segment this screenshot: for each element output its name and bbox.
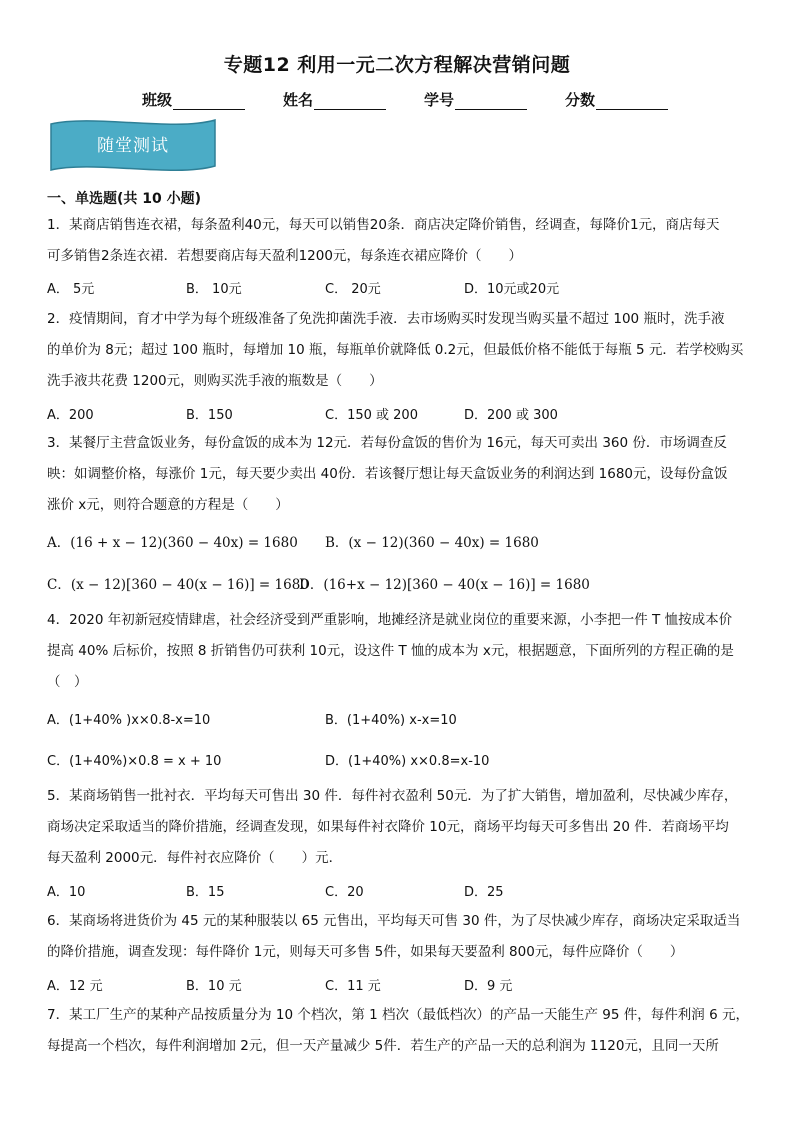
question-line: 映：如调整价格，每涨价 1元，每天要少卖出 40份．若该餐厅想让每天盒饭业务的利润达到 1680元，设每份盒饭: [47, 466, 728, 482]
question-4: [47, 605, 753, 698]
options-1: [47, 278, 753, 302]
question-line: 涨价 x元，则符合题意的方程是（ ）: [47, 497, 289, 513]
option-b[interactable]: B． 10元: [186, 282, 242, 297]
question-line: 2．疫情期间，育才中学为每个班级准备了免洗抑菌洗手液．去市场购买时发现当购买量不超过 100 瓶时，洗手液: [47, 311, 725, 327]
question-line: 1．某商店销售连衣裙，每条盈利40元，每天可以销售20条．商店决定降价销售，经调查，每降价1元，商店每天: [47, 217, 720, 233]
class-label: 班级: [142, 91, 173, 109]
class-field[interactable]: [142, 89, 245, 110]
options-5: [47, 881, 753, 905]
question-line: 可多销售2条连衣裙．若想要商店每天盈利1200元，每条连衣裙应降价（ ）: [47, 248, 522, 264]
options-4-row2: [47, 750, 753, 774]
question-line: （ ）: [47, 674, 88, 690]
option-c[interactable]: C．(x − 12)[360 − 40(x − 16)] = 1680: [47, 577, 309, 593]
page-title: 专题12 利用一元二次方程解决营销问题: [223, 54, 571, 76]
id-label: 学号: [424, 91, 455, 109]
option-d[interactable]: D．25: [464, 885, 504, 900]
question-line: 洗手液共花费 1200元，则购买洗手液的瓶数是（ ）: [47, 373, 383, 389]
option-d[interactable]: D．9 元: [464, 979, 513, 994]
section-heading: 一、单选题(共 10 小题): [47, 191, 202, 207]
question-line: 7．某工厂生产的某种产品按质量分为 10 个档次，第 1 档次（最低档次）的产品一天能生产 95 件，每件利润 6 元，: [47, 1007, 749, 1023]
question-5: [47, 781, 753, 874]
option-c[interactable]: C．20: [325, 885, 364, 900]
option-a[interactable]: A．10: [47, 885, 86, 900]
score-label: 分数: [565, 91, 596, 109]
question-line: 6．某商场将进货价为 45 元的某种服装以 65 元售出，平均每天可售 30 件，为了尽快减少库存，商场决定采取适当: [47, 913, 741, 929]
option-a[interactable]: A．200: [47, 408, 94, 423]
options-3-row2: [47, 573, 753, 597]
option-c[interactable]: C．11 元: [325, 979, 381, 994]
id-field[interactable]: [424, 89, 527, 110]
question-3: [47, 428, 753, 521]
option-d[interactable]: D．10元或20元: [464, 282, 560, 297]
name-field[interactable]: [283, 89, 386, 110]
option-a[interactable]: A．(1+40% )x×0.8-x=10: [47, 713, 211, 728]
question-line: 5．某商场销售一批衬衣．平均每天可售出 30 件．每件衬衣盈利 50元．为了扩大销售，增加盈利，尽快减少库存，: [47, 788, 738, 804]
class-blank[interactable]: [173, 93, 245, 110]
question-line: 的单价为 8元；超过 100 瓶时，每增加 10 瓶，每瓶单价就降低 0.2元，但最低价格不能低于每瓶 5 元．若学校购买: [47, 342, 744, 358]
options-2: [47, 404, 753, 428]
options-4-row1: [47, 709, 753, 733]
question-7: [47, 1000, 753, 1062]
option-c[interactable]: C．(1+40%)×0.8 = x + 10: [47, 754, 222, 769]
options-3-row1: [47, 531, 753, 555]
option-b[interactable]: B．150: [186, 408, 233, 423]
options-6: [47, 975, 753, 999]
name-blank[interactable]: [314, 93, 386, 110]
question-6: [47, 906, 753, 968]
score-field[interactable]: [565, 89, 668, 110]
score-blank[interactable]: [596, 93, 668, 110]
question-line: 每天盈利 2000元．每件衬衣应降价（ ）元．: [47, 850, 343, 866]
question-1: [47, 210, 753, 272]
option-d[interactable]: D．200 或 300: [464, 408, 558, 423]
question-2: [47, 304, 753, 397]
question-line: 每提高一个档次，每件利润增加 2元，但一天产量减少 5件．若生产的产品一天的总利润为 1120元，且同一天所: [47, 1038, 719, 1054]
student-info-row: [142, 89, 706, 110]
question-line: 商场决定采取适当的降价措施，经调查发现，如果每件衬衣降价 10元，商场平均每天可多售出 20 件．若商场平均: [47, 819, 729, 835]
id-blank[interactable]: [455, 93, 527, 110]
option-d[interactable]: D．(1+40%) x×0.8=x-10: [325, 754, 490, 769]
option-d[interactable]: D．(16+x − 12)[360 − 40(x − 16)] = 1680: [299, 577, 590, 593]
name-label: 姓名: [283, 91, 314, 109]
banner-text: 随堂测试: [97, 136, 169, 156]
option-a[interactable]: A．12 元: [47, 979, 103, 994]
option-b[interactable]: B．10 元: [186, 979, 242, 994]
option-b[interactable]: B．(1+40%) x-x=10: [325, 713, 457, 728]
option-a[interactable]: A． 5元: [47, 282, 95, 297]
option-b[interactable]: B．15: [186, 885, 225, 900]
option-c[interactable]: C． 20元: [325, 282, 381, 297]
option-b[interactable]: B．(x − 12)(360 − 40x) = 1680: [325, 535, 539, 551]
question-line: 的降价措施，调查发现：每件降价 1元，则每天可多售 5件，如果每天要盈利 800元，每件应降价（ ）: [47, 944, 684, 960]
question-line: 提高 40% 后标价，按照 8 折销售仍可获利 10元，设这件 T 恤的成本为 x元，根据题意，下面所列的方程正确的是: [47, 643, 734, 659]
option-c[interactable]: C．150 或 200: [325, 408, 418, 423]
question-line: 3．某餐厅主营盒饭业务，每份盒饭的成本为 12元．若每份盒饭的售价为 16元，每天可卖出 360 份．市场调查反: [47, 435, 727, 451]
question-line: 4．2020 年初新冠疫情肆虐，社会经济受到严重影响，地摊经济是就业岗位的重要来源，小李把一件 T 恤按成本价: [47, 612, 733, 628]
option-a[interactable]: A．(16 + x − 12)(360 − 40x) = 1680: [47, 535, 298, 551]
